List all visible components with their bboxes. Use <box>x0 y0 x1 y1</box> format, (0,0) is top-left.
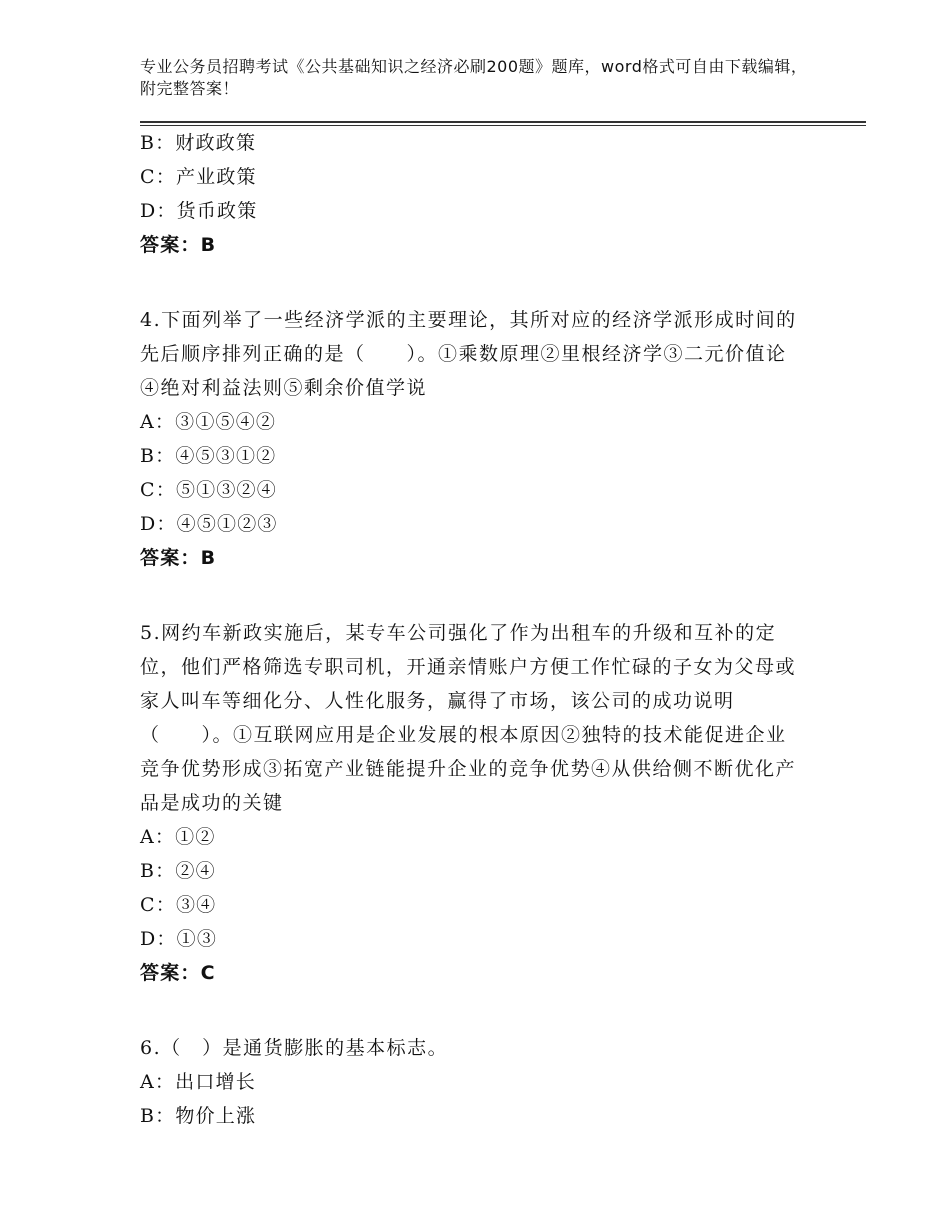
option-b: B：物价上涨 <box>140 1105 257 1127</box>
document-header: 专业公务员招聘考试《公共基础知识之经济必刷200题》题库，word格式可自由下载编辑，附完整答案！ <box>140 57 808 98</box>
question-stem: 6.（ ）是通货膨胀的基本标志。 <box>140 1037 449 1059</box>
option-a: A：①② <box>140 826 216 848</box>
option-d: D：①③ <box>140 928 218 950</box>
option-a: A：③①⑤④② <box>140 411 277 433</box>
option-c: C：产业政策 <box>140 166 257 188</box>
option-d: D：货币政策 <box>140 200 258 222</box>
option-a: A：出口增长 <box>140 1071 256 1093</box>
option-b: B：④⑤③①② <box>140 445 277 467</box>
answer: 答案：C <box>140 962 216 984</box>
answer: 答案：B <box>140 547 217 569</box>
question-stem: 4.下面列举了一些经济学派的主要理论，其所对应的经济学派形成时间的先后顺序排列正确的是（ ）。①乘数原理②里根经济学③二元价值论④绝对利益法则⑤剩余价值学说 <box>140 309 797 399</box>
option-c: C：⑤①③②④ <box>140 479 277 501</box>
option-d: D：④⑤①②③ <box>140 513 278 535</box>
answer: 答案：B <box>140 234 217 256</box>
header-rule-thick <box>140 121 866 123</box>
option-c: C：③④ <box>140 894 217 916</box>
question-3-tail <box>140 126 800 262</box>
document-body <box>140 126 800 1133</box>
question-5 <box>140 616 800 990</box>
question-stem: 5.网约车新政实施后，某专车公司强化了作为出租车的升级和互补的定位，他们严格筛选专职司机，开通亲情账户方便工作忙碌的子女为父母或家人叫车等细化分、人性化服务，赢得了市场，该公司的成功说明（ ）。①互联网应用是企业发展的根本原因②独特的技术能促进企业竞争优势形成③拓宽产业链能提升企业的竞争优势④从供给侧不断优化产品是成功的关键 <box>140 622 797 814</box>
question-4 <box>140 303 800 575</box>
question-6 <box>140 1031 800 1133</box>
option-b: B：财政政策 <box>140 132 257 154</box>
option-b: B：②④ <box>140 860 216 882</box>
